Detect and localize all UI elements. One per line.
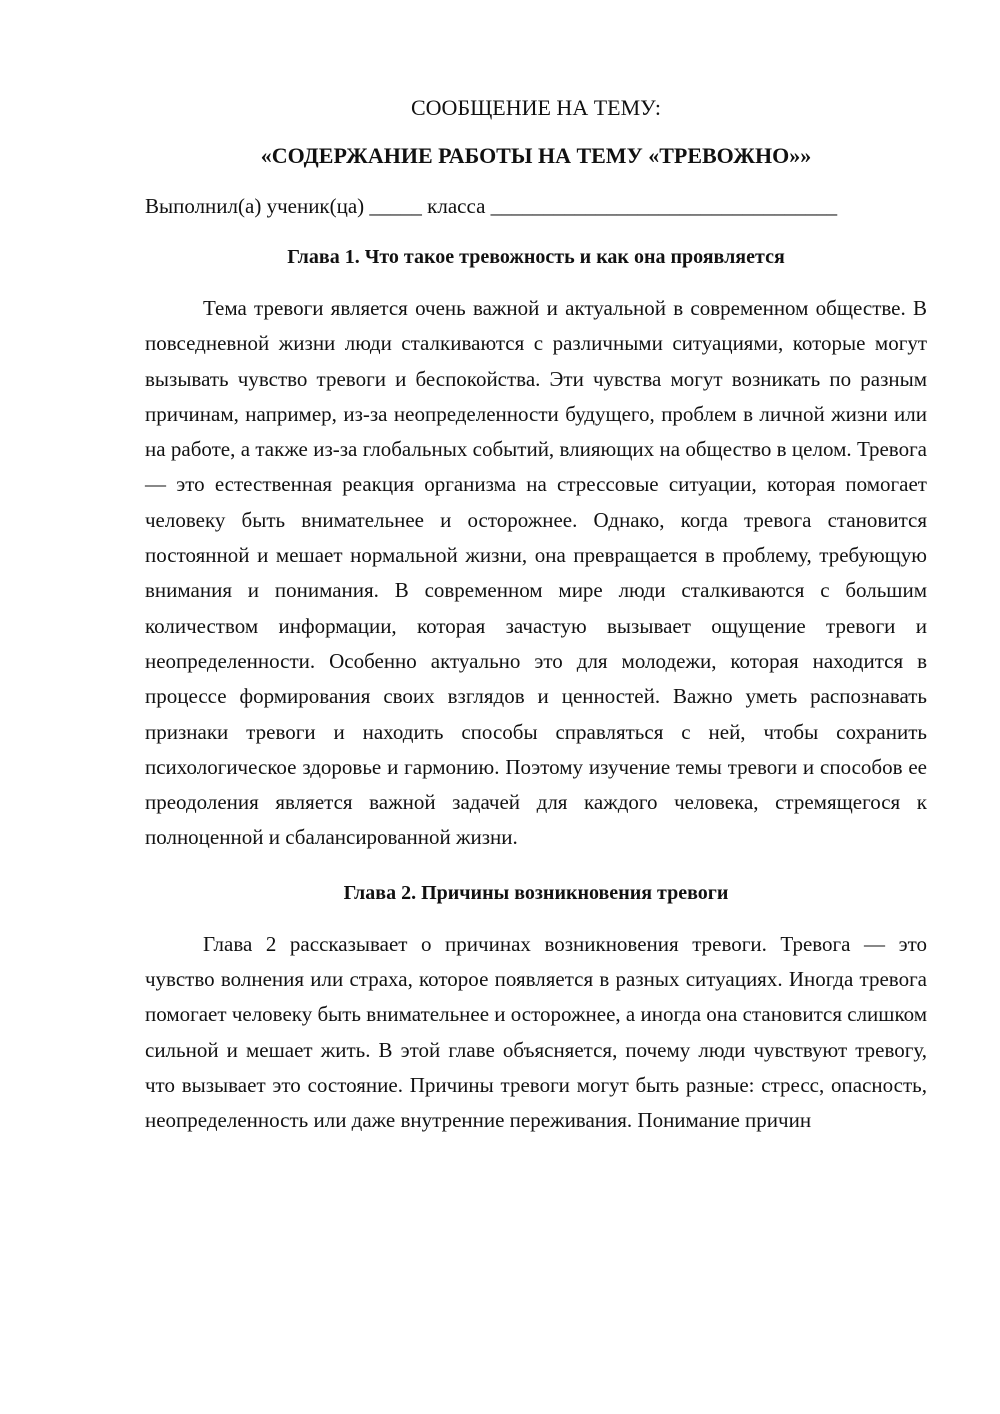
chapter-1-heading: Глава 1. Что такое тревожность и как она проявляется bbox=[287, 246, 785, 268]
chapter-2-heading: Глава 2. Причины возникновения тревоги bbox=[343, 881, 729, 904]
document-title-line-1: СООБЩЕНИЕ НА ТЕМУ: bbox=[411, 95, 661, 120]
chapter-2-paragraph: Глава 2 рассказывает о причинах возникновения тревоги. Тревога — это чувство волнения или страха, которое появляется в разных ситуациях. Иногда тревога помогает человеку быть внимательнее и осторожнее, а иногда она становится слишком сильной и мешает жить. В этой главе объясняется, почему люди чувствуют тревогу, что вызывает это состояние. Причины тревоги могут быть разные: стресс, опасность, неопределенность или даже внутренние переживания. Понимание причин bbox=[145, 931, 927, 1133]
document-title-line-2: «СОДЕРЖАНИЕ РАБОТЫ НА ТЕМУ «ТРЕВОЖНО»» bbox=[260, 143, 812, 168]
document-content bbox=[145, 93, 927, 1139]
author-line: Выполнил(а) ученик(ца) _____ класса _________________________________ bbox=[145, 194, 838, 218]
chapter-1-paragraph: Тема тревоги является очень важной и актуальной в современном обществе. В повседневной жизни люди сталкиваются с различными ситуациями, которые могут вызывать чувство тревоги и беспокойства. Эти чувства могут возникать по разным причинам, например, из-за неопределенности будущего, проблем в личной жизни или на работе, а также из-за глобальных событий, влияющих на общество в целом. Тревога — это естественная реакция организма на стрессовые ситуации, которая помогает человеку быть внимательнее и осторожнее. Однако, когда тревога становится постоянной и мешает нормальной жизни, она превращается в проблему, требующую внимания и понимания. В современном мире люди сталкиваются с большим количеством информации, которая зачастую вызывает ощущение тревоги и неопределенности. Особенно актуально это для молодежи, которая находится в процессе формирования своих взглядов и ценностей. Важно уметь распознавать признаки тревоги и находить способы справляться с ней, чтобы сохранить психологическое здоровье и гармонию. Поэтому изучение темы тревоги и способов ее преодоления является важной задачей для каждого человека, стремящегося к полноценной и сбалансированной жизни. bbox=[145, 296, 927, 850]
